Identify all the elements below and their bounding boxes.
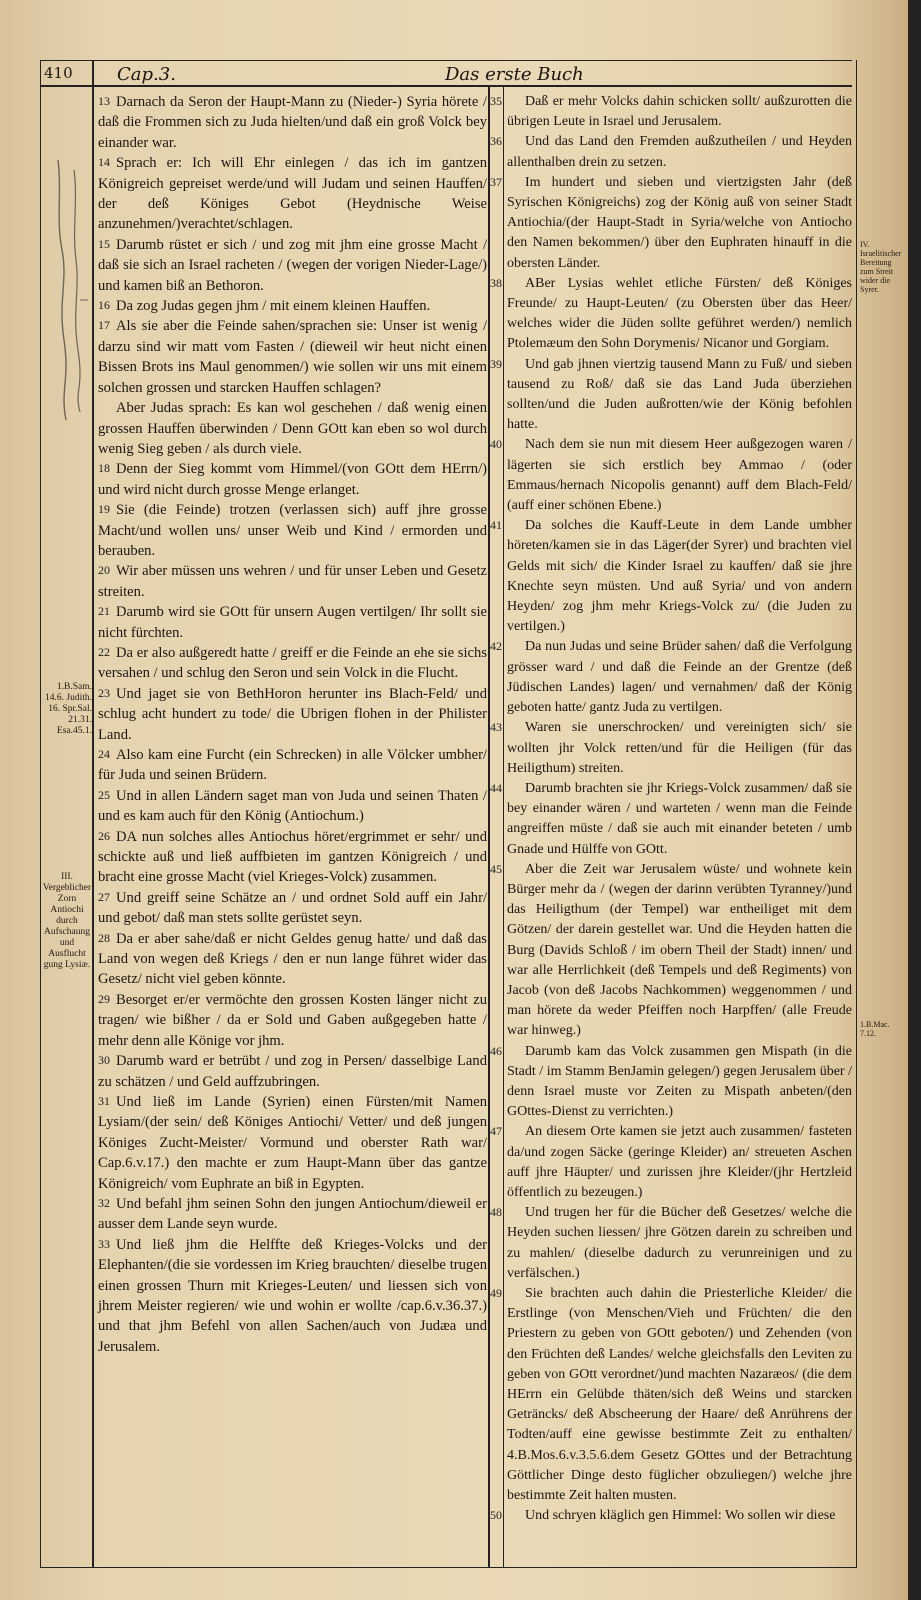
verse-number: 13 (98, 94, 110, 108)
right-verse-paragraph: Da nun Judas und seine Brüder sahen/ daß die Verfolgung grösser ward / und daß die Feinde an der Grentze (deß Jüdischen Landes) lagen/ und vernahmen/ daß der König geboten hatte/ gantz Juda zu vertilgen. (507, 639, 852, 716)
verse-number: 42 (490, 639, 502, 653)
verse-number: 48 (490, 1205, 502, 1219)
right-verse-paragraph: Darumb brachten sie jhr Kriegs-Volck zusammen/ daß sie bey einander wären / und warteten / wenn man die Feinde angreiffen müste / daß sie auch mit einander beteten / umb Gnade und Hülffe von GOtt. (507, 780, 852, 857)
header-rule-top (40, 60, 852, 61)
right-verse-paragraph: Nach dem sie nun mit diesem Heer außgezogen waren / lägerten sie sich erstlich bey Ammao / (oder Emmaus/hernach Nicopolis genannt) auff dem Blach-Feld/ (auff einer schönen Ebene.) (507, 437, 852, 514)
left-verse-paragraph: Da zog Judas gegen jhm / mit einem kleinen Hauffen. (116, 298, 431, 315)
verse-number: 43 (490, 720, 502, 734)
verse-number: 20 (98, 563, 110, 577)
page-number: 410 (44, 64, 73, 82)
verse-number: 32 (98, 1196, 110, 1210)
right-verse-paragraph: Waren sie unerschrocken/ und vereinigten sich/ sie wollten jhr Volck retten/und für die Heiligen (für das Heiligthum) streiten. (507, 720, 852, 776)
left-frame-rule-outer (40, 60, 41, 1568)
right-verse-paragraph: Sie brachten auch dahin die Priesterliche Kleider/ die Erstlinge (von Menschen/Vieh und Früchten/ die den Priestern zu geben von GOtt geboten/) und Zehenden (von den Früchten deß Landes/ welche gleichsfalls den Leviten zu geben von GOtt verordnet/)und machten Nazaræos/ (die dem HErrn ein Gelübde thäten/sich deß Weins und starcken Geträncks/ deß Abscheerung der Haare/ deß Anrührens der Todten/auff eine gewisse bestimmte Zeit zu enthalten/ 4.B.Mos.6.v.3.5.6.dem Gesetz GOttes und der Betrachtung Göttlicher Dinge desto füglicher obzuliegen/) welche jhre bestimmte Zeit halten musten. (507, 1285, 852, 1504)
chapter-label: Cap.3. (117, 64, 176, 85)
verse-number: 46 (490, 1044, 502, 1058)
right-verse-paragraph: Und trugen her für die Bücher deß Gesetzes/ welche die Heyden suchen liessen/ jhre Götzen darein zu schreiben und zu mahlen/ (dieselbe dadurch zu verunreinigen und zu verfälschen.) (507, 1205, 852, 1281)
left-verse-paragraph: Darumb ward er betrübt / und zog in Persen/ dasselbige Land zu schätzen / und Geld auffzubringen. (98, 1053, 487, 1090)
right-verse-paragraph: Darumb kam das Volck zusammen gen Mispath (in die Stadt / im Stamm BenJamin gelegen/) gegen Jerusalem über / denn Israel muste vor Zeiten zu Mispath anbeten/(den GOttes-Dienst zu verrichten.) (507, 1043, 852, 1120)
verse-number: 21 (98, 604, 110, 618)
verse-number: 37 (490, 175, 502, 189)
left-verse-paragraph: Besorget er/er vermöchte den grossen Kosten länger nicht zu tragen/ wie bißher / da er Sold und Gaben außgegeben hatte / mehr denn alle Könige vor jhm. (98, 991, 487, 1049)
left-verse-paragraph: Als sie aber die Feinde sahen/sprachen sie: Unser ist wenig / darzu sind wir matt vom Fasten / (dieweil wir heut nicht einen Bissen Brots ins Maul genommen/) wie sollen wir uns mit einem solchen grossen und starcken Hauffen schlagen? (98, 318, 487, 396)
handwritten-annotation (50, 150, 90, 430)
right-verse-paragraph: Und gab jhnen viertzig tausend Mann zu Fuß/ und sieben tausend zu Roß/ daß sie das Land Juda überziehen sollten/und die Juden außrotten/wie der König befohlen hatte. (507, 356, 852, 433)
left-verse-paragraph: Aber Judas sprach: Es kan wol geschehen / daß wenig einen grossen Hauffen überwinden / Denn GOtt kan eben so wol durch wenig Sieg geben / als durch viele. (98, 400, 487, 457)
verse-number: 29 (98, 992, 110, 1006)
header-rule (40, 85, 852, 87)
margin-reference-left: 1.B.Sam. 14.6. Judith. 16. Spr.Sal. 21.31. Esa.45.1. (45, 682, 92, 736)
left-verse-paragraph: Und greiff seine Schätze an / und ordnet Sold auff ein Jahr/ und gebot/ daß man stets sollte gerüstet seyn. (98, 889, 487, 927)
page-edge (908, 0, 921, 1600)
margin-reference-right: 1.B.Mac. 7.12. (860, 1020, 890, 1038)
verse-number: 23 (98, 686, 110, 700)
verse-number: 17 (98, 318, 110, 332)
right-verse-paragraph: Und das Land den Fremden außzutheilen / und Heyden allenthalben drein zu setzen. (507, 134, 852, 170)
verse-number: 18 (98, 461, 110, 475)
verse-number: 39 (490, 357, 502, 371)
left-verse-paragraph: Da er aber sahe/daß er nicht Geldes genug hatte/ und daß das Land von wegen deß Kriegs / den er nun lange führet wider das Gesetz/ nicht viel geben könnte. (98, 930, 487, 988)
right-verse-paragraph: ABer Lysias wehlet etliche Fürsten/ deß Königes Freunde/ zu Haupt-Leuten/ (zu Obersten über das Heer/ welches wider die Jüden sollte geführet werden/) nemlich Ptolemæum den Sohn Dorymenis/ Nicanor und Gorgiam. (507, 275, 852, 352)
left-verse-paragraph: Wir aber müssen uns wehren / und für unser Leben und Gesetz streiten. (98, 563, 487, 600)
verse-number: 44 (490, 781, 502, 795)
verse-number: 15 (98, 237, 110, 251)
left-frame-rule (92, 60, 94, 1568)
left-verse-paragraph: Und ließ im Lande (Syrien) einen Fürsten/mit Namen Lysiam/(der sein/ deß Königes Antiochi/ Vetter/ und deß jungen Königes Zucht-Meister/ Vormund und oberster Rath war/ Cap.6.v.17.) den machte er zum Haupt-Mann über das gantze Königreich/ vom Euphrate an biß in Egypten. (98, 1093, 487, 1192)
verse-number: 50 (490, 1508, 502, 1522)
column-divider-rule (488, 87, 490, 1568)
left-verse-paragraph: Darumb rüstet er sich / und zog mit jhm eine grosse Macht / daß sie sich an Israel racheten / (wegen der vorigen Nieder-Lage/) und kamen biß an Bethoron. (98, 236, 487, 294)
right-frame-rule (856, 60, 857, 1568)
verse-number: 33 (98, 1237, 110, 1251)
left-text-column (98, 92, 487, 1357)
right-verse-paragraph: Daß er mehr Volcks dahin schicken sollt/ außzurotten die übrigen Leute in Israel und Jerusalem. (507, 94, 852, 130)
verse-number: 26 (98, 829, 110, 843)
left-verse-paragraph: Sie (die Feinde) trotzen (verlassen sich) auff jhre grosse Macht/und wollen uns/ unser Weib und Kind / ermorden und berauben. (98, 502, 487, 559)
left-verse-paragraph: Denn der Sieg kommt vom Himmel/(von GOtt dem HErrn/) und wird nicht durch grosse Menge erlanget. (98, 461, 487, 498)
right-text-column (507, 92, 852, 1526)
verse-number: 28 (98, 931, 110, 945)
left-verse-paragraph: Also kam eine Furcht (ein Schrecken) in alle Völcker umbher/ für Juda und seinen Brüdern. (98, 747, 487, 784)
left-verse-paragraph: Darnach da Seron der Haupt-Mann zu (Nieder-) Syria hörete / daß die Frommen sich zu Juda hielten/und daß ein groß Volck bey einander war. (98, 94, 487, 151)
margin-section-heading-right: IV. Israelitischer Bereitung zum Streit wider die Syrer. (860, 240, 902, 294)
verse-number: 27 (98, 890, 110, 904)
margin-section-heading-left: III. Vergeblicher Zorn Antiochi durch Aufschaung und Ausflucht gung Lysiæ. (42, 872, 92, 970)
verse-number: 31 (98, 1094, 110, 1108)
right-verse-paragraph: An diesem Orte kamen sie jetzt auch zusammen/ fasteten da/und zogen Säcke (geringe Kleider) an/ streueten Aschen auff jhre Häupter/ und zurissen jhre Kleider/(jhr Hertzleid öffentlich zu bezeugen.) (507, 1124, 852, 1200)
running-title: Das erste Buch (445, 64, 584, 85)
verse-number: 41 (490, 518, 502, 532)
verse-number: 40 (490, 437, 502, 451)
right-verse-paragraph: Im hundert und sieben und viertzigsten Jahr (deß Syrischen Königreichs) zog der König auß von seiner Stadt Antiochia/(der Haupt-Stadt in Syria/welche von Antiocho den Namen bekommen/) über den Euphraten hinauff in die obersten Länder. (507, 174, 852, 271)
left-verse-paragraph: DA nun solches alles Antiochus höret/ergrimmet er sehr/ und schickte auß und ließ auffbieten im gantzen Königreich / und bracht eine grosse Macht (viel Krieges-Volck) zusammen. (98, 828, 487, 886)
left-verse-paragraph: Und ließ jhm die Helffte deß Krieges-Volcks und der Elephanten/(die sie vordessen im Krieg brauchten/ dieselbe trugen einen grossen Thurn mit Krieges-Leuten/ und liessen sich von jhrem Meister regieren/ wie und wohin er wollte /cap.6.v.36.37.) und that jhm Befehl von allen Sachen/auch von Judæa und Jerusalem. (98, 1236, 487, 1355)
right-verse-paragraph: Und schryen kläglich gen Himmel: Wo sollen wir diese (525, 1508, 836, 1524)
verse-number: 24 (98, 747, 110, 761)
left-verse-paragraph: Sprach er: Ich will Ehr einlegen / das ich im gantzen Königreich gepreiset werde/und will Judam und seinen Hauffen/ der deß Königes Gebot (Heydnische Weise anzunehmen/)verachtet/schlagen. (98, 155, 487, 233)
left-verse-paragraph: Darumb wird sie GOtt für unsern Augen vertilgen/ Ihr sollt sie nicht fürchten. (98, 604, 487, 641)
verse-number: 16 (98, 298, 110, 312)
verse-number: 47 (490, 1124, 502, 1138)
right-verse-paragraph: Da solches die Kauff-Leute in dem Lande umbher höreten/kamen sie in das Läger(der Syrer) und brachten viel Gelds mit sich/ die Kinder Israel zu kauffen/ daß sie jhre Knechte seyn müsten. Und auß Syria/ und von andern Heyden/ zog jhm mehr Kriegs-Volck zu/ (die Juden zu vertilgen.) (507, 518, 852, 635)
verse-number: 19 (98, 502, 110, 516)
verse-number: 38 (490, 276, 502, 290)
verse-number: 35 (490, 94, 502, 108)
verse-number: 25 (98, 788, 110, 802)
verse-number: 36 (490, 134, 502, 148)
right-verse-paragraph: Aber die Zeit war Jerusalem wüste/ und wohnete kein Bürger mehr da / (wegen der darinn verübten Tyranney/)und das Heiligthum (der Tempel) war entheiliget mit dem Götzen/ der darein gestellet war. Und die Heyden hatten die Burg (Davids Schloß / im obern Theil der Stadt) innen/ und war alle Herrlichkeit (deß Tempels und deß Regiments) von Jacob (von deß Jacobs Nachkommen) weggenommen / und man hörete da weder Pfeiffen noch Harpffen/ (alle Freude war hinweg.) (507, 861, 852, 1039)
verse-number: 22 (98, 645, 110, 659)
left-verse-paragraph: Und befahl jhm seinen Sohn den jungen Antiochum/dieweil er ausser dem Lande seyn wurde. (98, 1195, 487, 1233)
column-divider-rule-2 (503, 87, 504, 1568)
left-verse-paragraph: Da er also außgeredt hatte / greiff er die Feinde an ehe sie sichs versahen / und schlug den Seron und sein Volck in die Flucht. (98, 644, 487, 682)
verse-number: 14 (98, 155, 110, 169)
bottom-rule (40, 1567, 856, 1568)
verse-number: 49 (490, 1286, 502, 1300)
left-verse-paragraph: Und jaget sie von BethHoron herunter ins Blach-Feld/ und schlug acht hundert zu tode/ die Ubrigen flohen in der Philister Land. (98, 685, 487, 743)
verse-number: 45 (490, 862, 502, 876)
left-verse-paragraph: Und in allen Ländern saget man von Juda und seinen Thaten / und es kam auch für den König (Antiochum.) (98, 787, 487, 825)
verse-number: 30 (98, 1053, 110, 1067)
